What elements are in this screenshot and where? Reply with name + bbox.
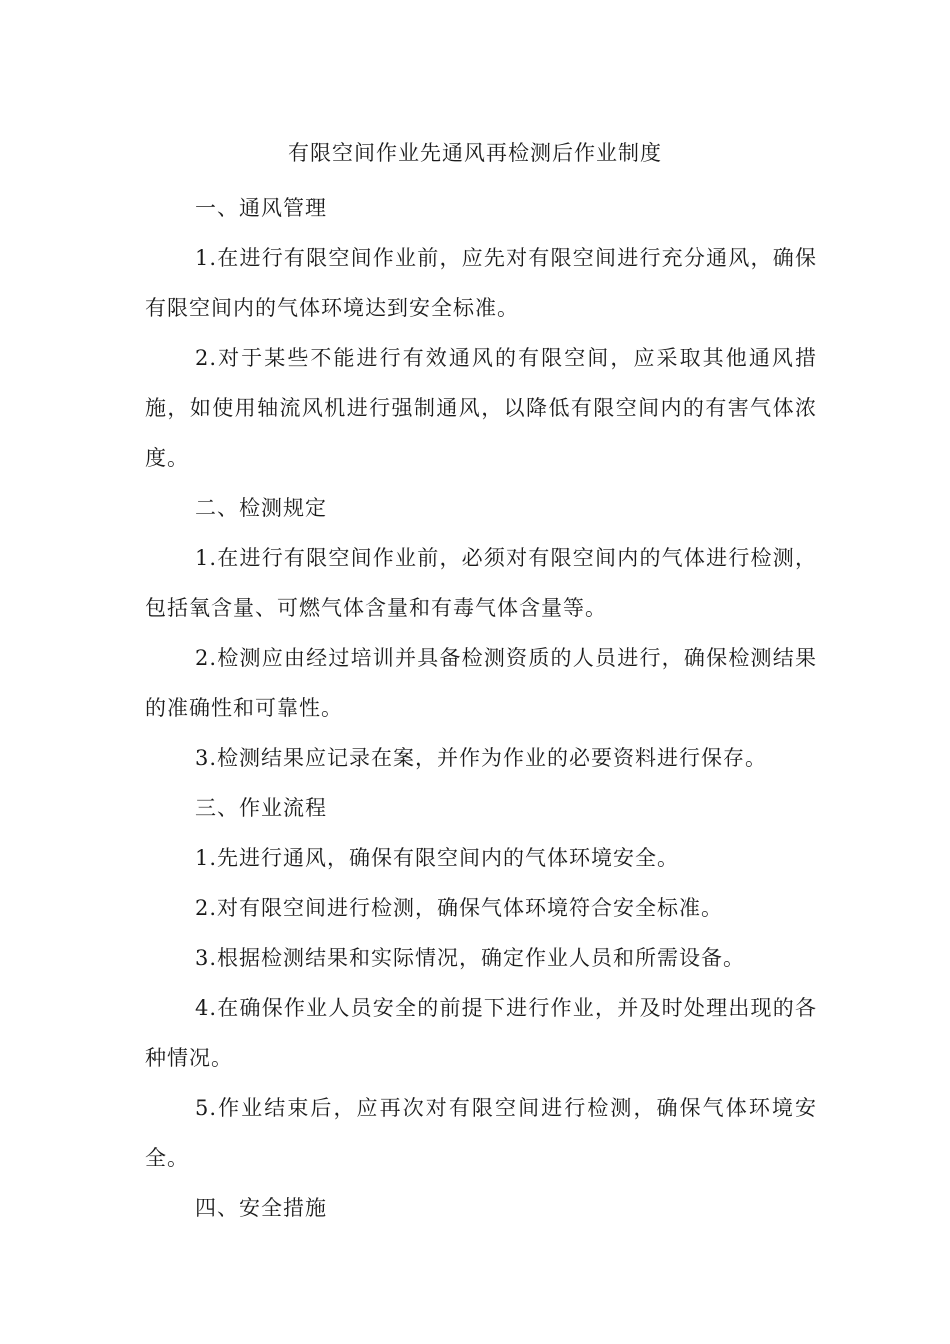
workflow-item-5: 5.作业结束后，应再次对有限空间进行检测，确保气体环境安全。: [145, 1096, 817, 1170]
detection-item-2: 2.检测应由经过培训并具备检测资质的人员进行，确保检测结果的准确性和可靠性。: [145, 646, 817, 720]
section-heading-ventilation: 一、通风管理: [195, 196, 327, 220]
workflow-item-1: 1.先进行通风，确保有限空间内的气体环境安全。: [195, 846, 680, 870]
detection-item-3: 3.检测结果应记录在案，并作为作业的必要资料进行保存。: [195, 746, 768, 770]
detection-item-1: 1.在进行有限空间作业前，必须对有限空间内的气体进行检测，包括氧含量、可燃气体含量和有毒气体含量等。: [145, 546, 817, 620]
section-heading-detection: 二、检测规定: [195, 496, 327, 520]
document-title: 有限空间作业先通风再检测后作业制度: [288, 141, 662, 165]
workflow-item-4: 4.在确保作业人员安全的前提下进行作业，并及时处理出现的各种情况。: [145, 996, 817, 1070]
workflow-item-3: 3.根据检测结果和实际情况，确定作业人员和所需设备。: [195, 946, 746, 970]
workflow-item-2: 2.对有限空间进行检测，确保气体环境符合安全标准。: [195, 896, 724, 920]
section-heading-workflow: 三、作业流程: [195, 796, 327, 820]
document-body: [145, 183, 817, 1233]
section-heading-safety: 四、安全措施: [195, 1196, 327, 1220]
ventilation-item-2: 2.对于某些不能进行有效通风的有限空间，应采取其他通风措施，如使用轴流风机进行强制通风，以降低有限空间内的有害气体浓度。: [145, 346, 817, 470]
ventilation-item-1: 1.在进行有限空间作业前，应先对有限空间进行充分通风，确保有限空间内的气体环境达到安全标准。: [145, 246, 817, 320]
